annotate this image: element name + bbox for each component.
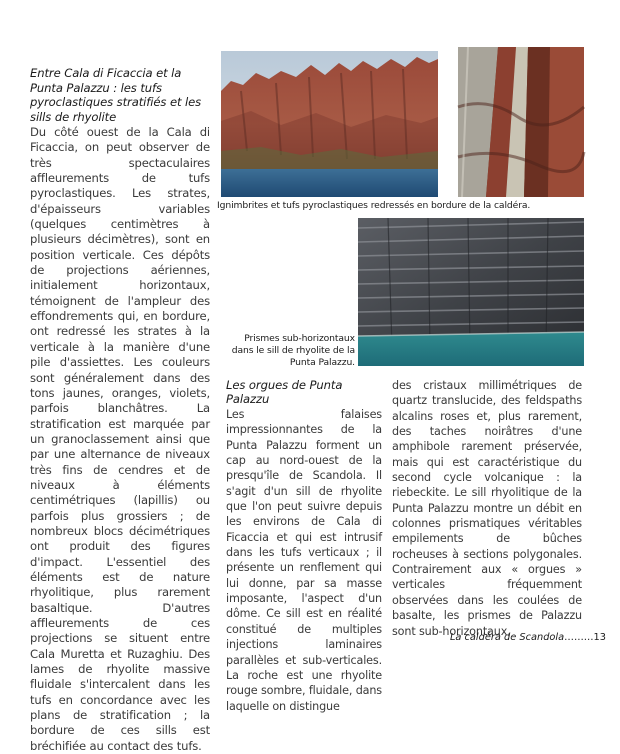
footer-title: La caldéra de Scandola — [449, 632, 565, 643]
page-number: 13 — [593, 632, 606, 643]
section-orgues-continued — [392, 378, 582, 639]
section-orgues-body-1: Les falaises impressionnantes de la Punta Palazzu forment un cap au nord-ouest de la presqu'île de Scandola. Il s'agit d'un sill de rhyolite que l'on peut suivre depuis les environs de Cala di Ficaccia et qui est intrusif dans les tufs verticaux ; il présente un renflement qui lui donne, par sa masse imposante, l'aspect d'un dôme. Ce sill est en réalité constitué de multiples injections laminaires parallèles et sub-verticales. La roche est une rhyolite rouge sombre, fluidale, dans laquelle on distingue — [226, 408, 382, 713]
photo-prisms-palazzu — [358, 218, 584, 366]
section-tufs — [30, 66, 210, 754]
footer-leader-dots: ……… — [564, 632, 594, 643]
section-orgues-body-2: des cristaux millimétriques de quartz translucide, des feldspaths alcalins roses et, plus rarement, des taches noirâtres d'une amphibole rarement préservée, mais qui est caractéristique du second cycle volcanique : la riebeckite. Le sill rhyolitique de la Punta Palazzu montre un débit en colonnes prismatiques véritables empilements de bûches rocheuses à sections polygonales. Contrairement aux « orgues » verticales fréquemment observées dans les coulées de basalte, les prismes de Palazzu sont sub-horizontaux. — [392, 379, 582, 638]
section-tufs-body: Du côté ouest de la Cala di Ficaccia, on peut observer de très spectaculaires affleurements de tufs pyroclastiques. Les strates, d'épaisseurs variables (quelques centimètres à plusieurs décimètres), sont en position verticale. Ces dépôts de projections aériennes, initialement horizontaux, témoignent de l'ampleur des effondrements qui, en bordure, ont redressé les strates à la verticale à la manière d'une pile d'assiettes. Les couleurs sont généralement dans des tons jaunes, oranges, violets, parfois blanchâtres. La stratification est marquée par un granoclassement ainsi que par une alternance de niveaux très fins de cendres et de niveaux à éléments centimétriques (lapillis) ou parfois plus grossiers ; de nombreux blocs décimétriques ont produit des figures d'impact. L'essentiel des éléments est de nature rhyolitique, plus rarement basaltique. D'autres affleurements de ces projections se situent entre Cala Muretta et Ruzaghiu. Des lames de rhyolite massive fluidale s'intercalent dans les tufs en concordance avec les plans de stratification ; la bordure de ces sills est bréchifiée au contact des tufs. — [30, 125, 210, 753]
section-orgues-heading: Les orgues de Punta Palazzu — [226, 378, 343, 406]
photo-ignimbrite-cliffs — [221, 51, 438, 197]
page-footer — [450, 632, 606, 643]
section-tufs-heading: Entre Cala di Ficaccia et la Punta Palazzu : les tufs pyroclastiques stratifiés et les sills de rhyolite — [30, 66, 202, 124]
section-orgues — [226, 378, 382, 714]
photo-vertical-strata — [458, 47, 584, 197]
caption-prisms: Prismes sub-horizontaux dans le sill de rhyolite de la Punta Palazzu. — [231, 333, 355, 369]
caption-top-photos: Ignimbrites et tufs pyroclastiques redressés en bordure de la caldéra. — [217, 200, 531, 211]
